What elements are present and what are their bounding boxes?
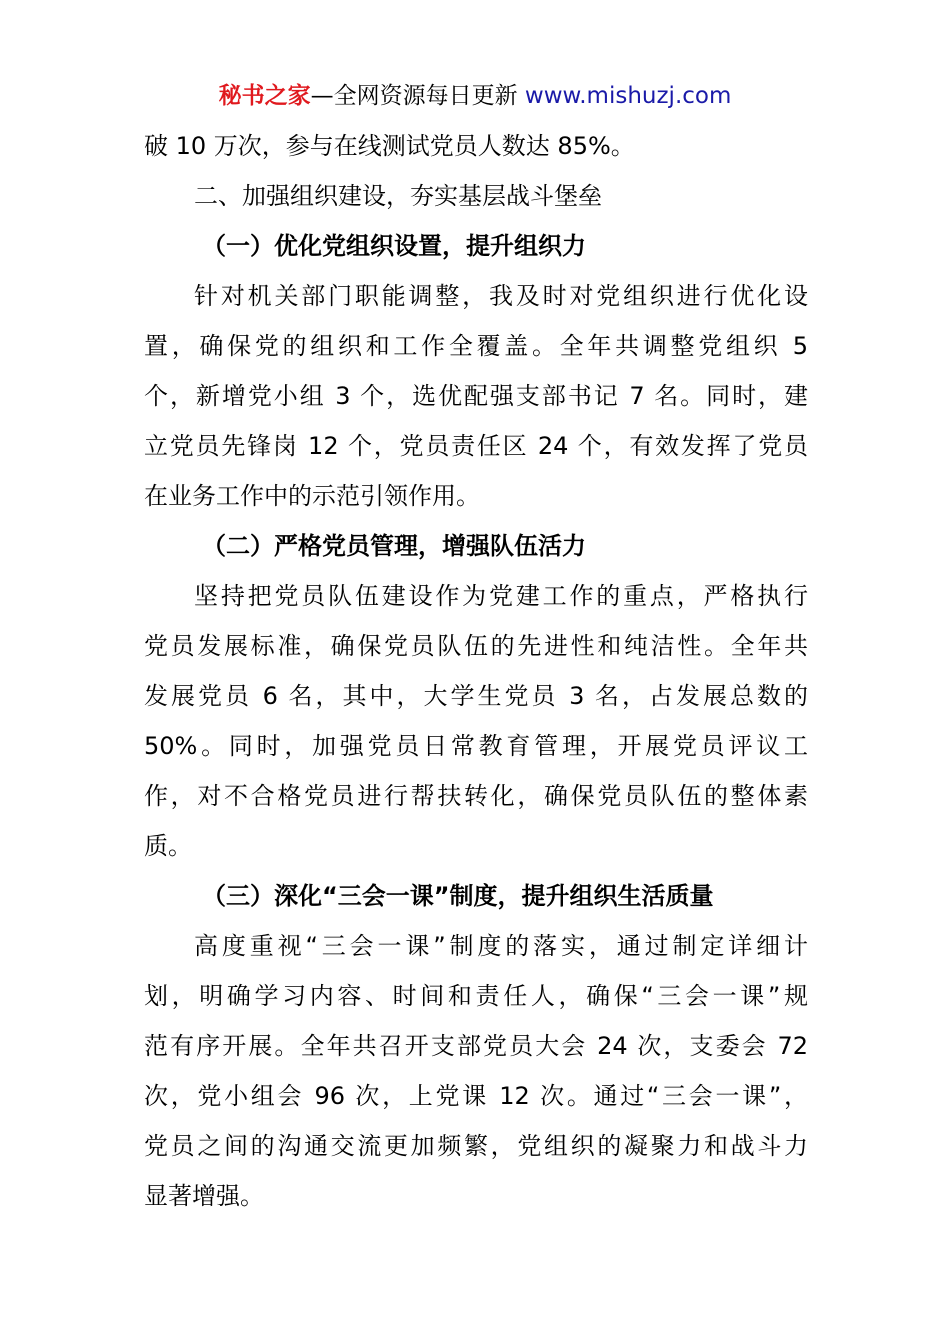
text-line: 破 10 万次，参与在线测试党员人数达 85%。 xyxy=(144,132,635,160)
subsection-heading: （一）优化党组织设置，提升组织力 xyxy=(202,232,586,260)
paragraph-line: 在业务工作中的示范引领作用。 xyxy=(144,482,480,510)
subsection-heading: （二）严格党员管理，增强队伍活力 xyxy=(202,532,586,560)
paragraph-line: 党员之间的沟通交流更加频繁，党组织的凝聚力和战斗力 xyxy=(144,1132,808,1160)
watermark-brand: 秘书之家 xyxy=(218,83,311,109)
paragraph-line: 50%。同时，加强党员日常教育管理，开展党员评议工 xyxy=(144,732,808,760)
paragraph-line: 发展党员 6 名，其中，大学生党员 3 名，占发展总数的 xyxy=(144,682,808,710)
subsection-heading: （三）深化“三会一课”制度，提升组织生活质量 xyxy=(202,882,714,910)
paragraph-line: 个，新增党小组 3 个，选优配强支部书记 7 名。同时，建 xyxy=(144,382,808,410)
paragraph-line: 显著增强。 xyxy=(144,1182,264,1210)
watermark-slogan: —全网资源每日更新 xyxy=(310,83,525,109)
paragraph-line: 置，确保党的组织和工作全覆盖。全年共调整党组织 5 xyxy=(144,332,808,360)
paragraph-line: 党员发展标准，确保党员队伍的先进性和纯洁性。全年共 xyxy=(144,632,808,660)
paragraph-line: 坚持把党员队伍建设作为党建工作的重点，严格执行 xyxy=(194,582,808,610)
paragraph-line: 质。 xyxy=(144,832,192,860)
watermark-url: www.mishuzj.com xyxy=(524,83,732,109)
document-body xyxy=(144,121,808,1221)
section-heading: 二、加强组织建设，夯实基层战斗堡垒 xyxy=(194,182,602,210)
site-watermark xyxy=(0,80,950,112)
paragraph-line: 作，对不合格党员进行帮扶转化，确保党员队伍的整体素 xyxy=(144,782,808,810)
paragraph-line: 高度重视“三会一课”制度的落实，通过制定详细计 xyxy=(194,932,808,960)
paragraph-line: 范有序开展。全年共召开支部党员大会 24 次，支委会 72 xyxy=(144,1032,808,1060)
paragraph-line: 划，明确学习内容、时间和责任人，确保“三会一课”规 xyxy=(144,982,808,1010)
paragraph-line: 立党员先锋岗 12 个，党员责任区 24 个，有效发挥了党员 xyxy=(144,432,808,460)
paragraph-line: 针对机关部门职能调整，我及时对党组织进行优化设 xyxy=(194,282,808,310)
paragraph-line: 次，党小组会 96 次，上党课 12 次。通过“三会一课”， xyxy=(144,1082,808,1110)
